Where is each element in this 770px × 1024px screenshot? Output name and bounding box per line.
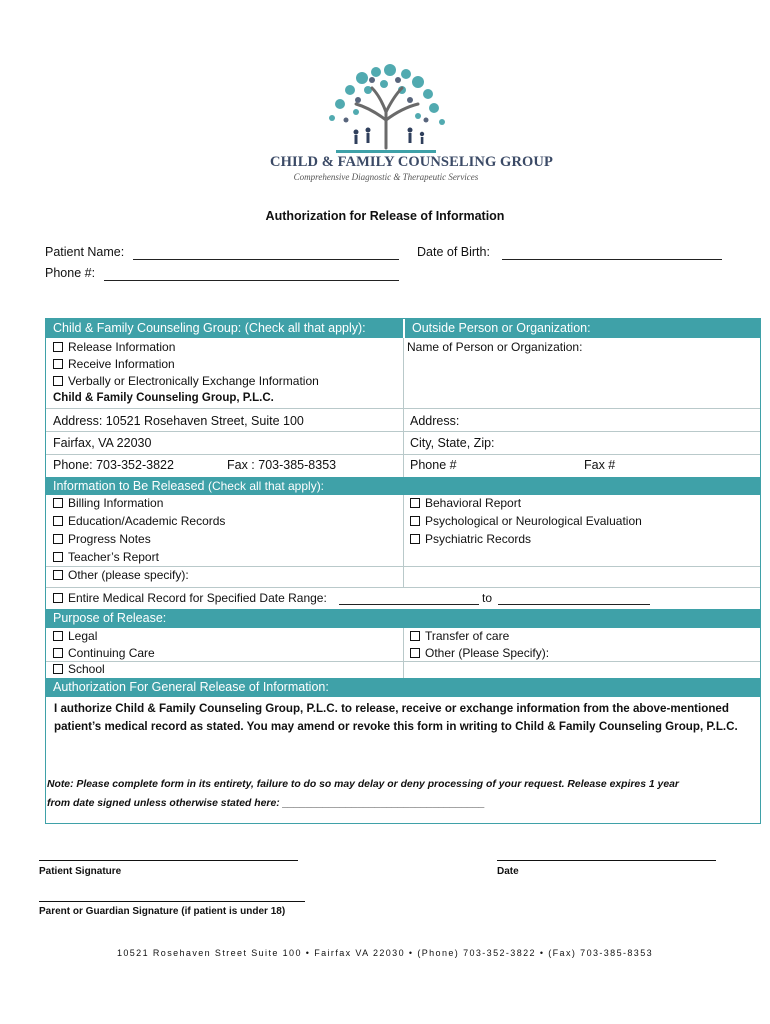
note-line-1: Note: Please complete form in its entirety, failure to do so may delay or deny processing of your request. Release expires 1 year	[47, 779, 679, 790]
checkbox-icon	[53, 648, 63, 658]
document-title: Authorization for Release of Information	[265, 209, 505, 223]
checkbox-behavioral-report[interactable]	[410, 496, 521, 510]
checkbox-icon	[53, 664, 63, 674]
patient-name-field[interactable]	[133, 259, 399, 260]
footer-address: 10521 Rosehaven Street Suite 100 • Fairfax VA 22030 • (Phone) 703-352-3822 • (Fax) 703-385-8353	[116, 948, 654, 958]
checkbox-psych-evaluation[interactable]	[410, 514, 642, 528]
row-divider	[46, 661, 760, 662]
authorization-paragraph: I authorize Child & Family Counseling Group, P.L.C. to release, receive or exchange information from the above-mentioned patient’s medical record as stated. You may amend or revoke this form in writing to Child & Family Counseling Group, P.L.C.	[54, 702, 738, 733]
org-fax: Fax : 703-385-8353	[227, 458, 337, 472]
row-divider	[46, 431, 760, 432]
checkbox-icon	[53, 570, 63, 580]
tree-logo-icon	[310, 60, 462, 156]
option-label: Teacher’s Report	[68, 550, 159, 564]
checkbox-icon	[410, 516, 420, 526]
checkbox-icon	[53, 359, 63, 369]
checkbox-icon	[53, 342, 63, 352]
outside-phone-label: Phone #	[410, 458, 457, 472]
date-range-to: to	[482, 591, 493, 605]
release-form-table	[45, 318, 761, 824]
row-divider	[46, 408, 760, 409]
divider	[403, 628, 404, 678]
option-label: Behavioral Report	[425, 496, 522, 510]
checkbox-exchange-information[interactable]	[53, 374, 319, 388]
checkbox-icon	[410, 648, 420, 658]
guardian-signature-line[interactable]	[39, 901, 305, 902]
date-range-end-field[interactable]	[498, 604, 650, 605]
logo-tagline: Comprehensive Diagnostic & Therapeutic Services	[293, 172, 479, 182]
phone-field[interactable]	[104, 280, 399, 281]
checkbox-education-records[interactable]	[53, 514, 225, 528]
option-label: Psychiatric Records	[425, 532, 532, 546]
option-label: School	[68, 662, 105, 676]
option-label: Release Information	[68, 340, 176, 354]
checkbox-icon	[53, 631, 63, 641]
org-address: Address: 10521 Rosehaven Street, Suite 100	[53, 414, 304, 428]
org-name: Child & Family Counseling Group, P.L.C.	[53, 392, 274, 404]
section-purpose-header: Purpose of Release:	[46, 609, 761, 628]
checkbox-icon	[53, 376, 63, 386]
patient-signature-label: Patient Signature	[39, 866, 122, 877]
section-parties-left-header: Child & Family Counseling Group: (Check all that apply):	[46, 319, 403, 338]
option-label: Other (please specify):	[68, 568, 189, 582]
checkbox-other-purpose[interactable]	[410, 646, 549, 660]
checkbox-school[interactable]	[53, 662, 105, 676]
checkbox-icon	[53, 593, 63, 603]
row-divider	[46, 587, 760, 588]
section-info-suffix: (Check all that apply):	[207, 479, 325, 493]
outside-name-label: Name of Person or Organization:	[407, 340, 583, 354]
row-divider	[46, 566, 760, 567]
divider	[403, 495, 404, 587]
section-parties-right-header: Outside Person or Organization:	[405, 319, 761, 338]
option-label: Continuing Care	[68, 646, 155, 660]
note-line-2: from date signed unless otherwise stated here: ___________________________________	[47, 798, 485, 809]
checkbox-psychiatric-records[interactable]	[410, 532, 531, 546]
date-range-label: Entire Medical Record for Specified Date Range:	[68, 591, 327, 605]
checkbox-progress-notes[interactable]	[53, 532, 151, 546]
option-label: Education/Academic Records	[68, 514, 226, 528]
option-label: Verbally or Electronically Exchange Information	[68, 374, 319, 388]
dob-label: Date of Birth:	[417, 245, 490, 259]
phone-label: Phone #:	[45, 266, 96, 280]
checkbox-icon	[53, 498, 63, 508]
guardian-signature-label: Parent or Guardian Signature (if patient is under 18)	[39, 906, 286, 917]
outside-address-label: Address:	[410, 414, 460, 428]
date-range-start-field[interactable]	[339, 604, 479, 605]
patient-signature-line[interactable]	[39, 860, 298, 861]
option-label: Progress Notes	[68, 532, 151, 546]
checkbox-icon	[410, 534, 420, 544]
checkbox-continuing-care[interactable]	[53, 646, 155, 660]
date-label: Date	[497, 866, 519, 877]
section-info-header	[46, 477, 761, 495]
option-label: Other (Please Specify):	[425, 646, 550, 660]
checkbox-billing-information[interactable]	[53, 496, 163, 510]
checkbox-release-information[interactable]	[53, 340, 175, 354]
option-label: Legal	[68, 629, 98, 643]
checkbox-icon	[410, 498, 420, 508]
checkbox-other-info[interactable]	[53, 568, 189, 582]
date-signature-line[interactable]	[497, 860, 716, 861]
section-info-title: Information to Be Released	[53, 479, 205, 493]
option-label: Transfer of care	[425, 629, 510, 643]
outside-city-label: City, State, Zip:	[410, 436, 495, 450]
checkbox-teachers-report[interactable]	[53, 550, 159, 564]
logo-title: CHILD & FAMILY COUNSELING GROUP	[270, 154, 553, 170]
patient-name-label: Patient Name:	[45, 245, 125, 259]
org-phone: Phone: 703-352-3822	[53, 458, 174, 472]
option-label: Billing Information	[68, 496, 164, 510]
checkbox-icon	[53, 534, 63, 544]
section-auth-header: Authorization For General Release of Information:	[46, 678, 761, 697]
logo	[270, 60, 553, 192]
checkbox-icon	[410, 631, 420, 641]
checkbox-transfer-of-care[interactable]	[410, 629, 509, 643]
org-city: Fairfax, VA 22030	[53, 436, 152, 450]
option-label: Psychological or Neurological Evaluation	[425, 514, 642, 528]
checkbox-icon	[53, 516, 63, 526]
checkbox-icon	[53, 552, 63, 562]
checkbox-date-range[interactable]	[53, 591, 327, 605]
row-divider	[46, 454, 760, 455]
outside-fax-label: Fax #	[584, 458, 616, 472]
dob-field[interactable]	[502, 259, 722, 260]
option-label: Receive Information	[68, 357, 175, 371]
checkbox-legal[interactable]	[53, 629, 97, 643]
checkbox-receive-information[interactable]	[53, 357, 175, 371]
